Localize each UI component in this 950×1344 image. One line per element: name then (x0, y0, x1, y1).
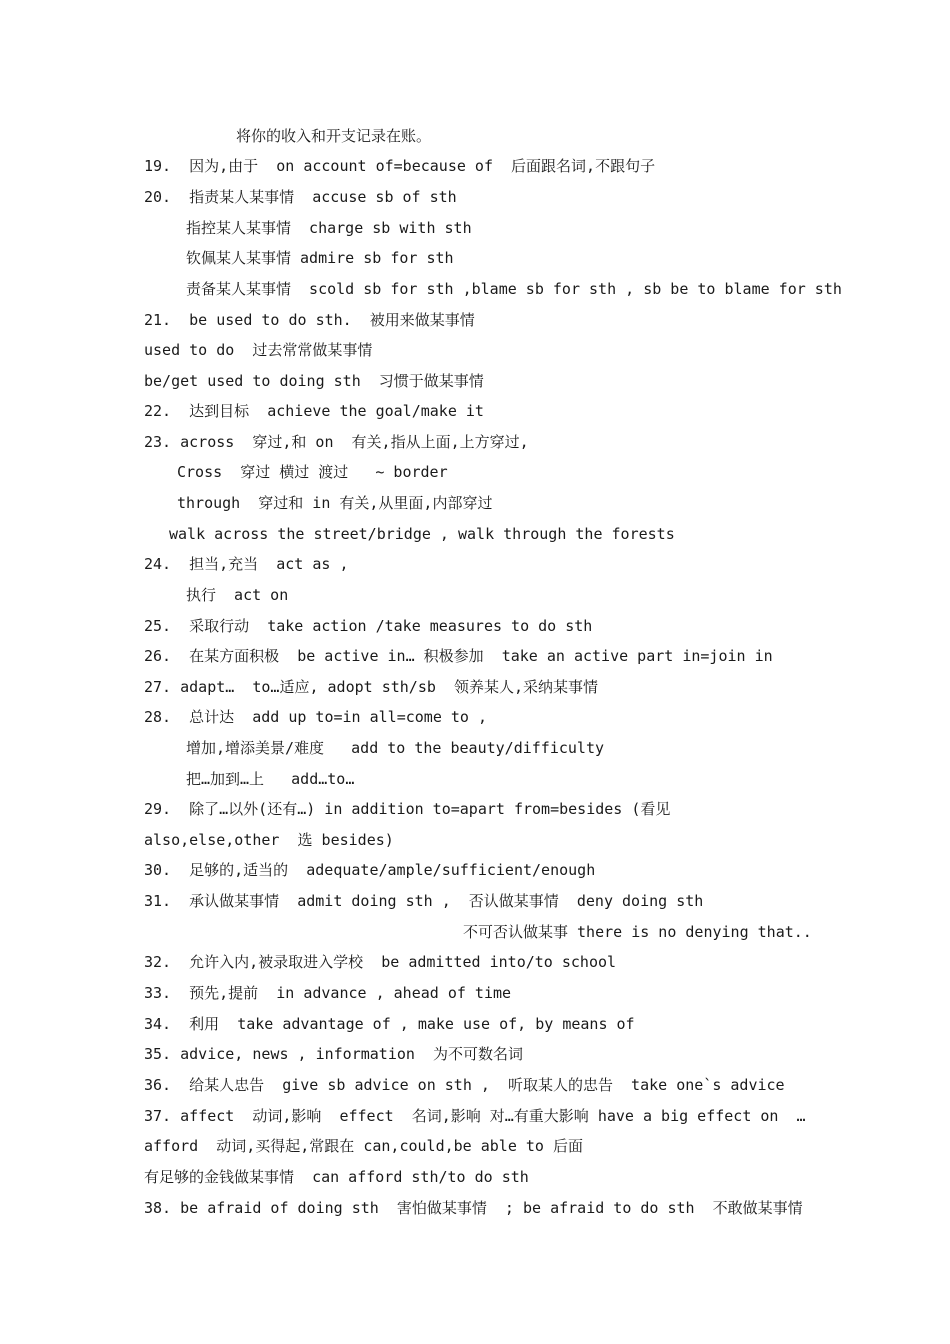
text-line: 25. 采取行动 take action /take measures to do sth (144, 617, 593, 635)
text-line: 31. 承认做某事情 admit doing sth , 否认做某事情 deny doing sth (144, 892, 704, 910)
text-line: 27. adapt… to…适应, adopt sth/sb 领养某人,采纳某事情 (144, 678, 598, 696)
text-line: 29. 除了…以外(还有…) in addition to=apart from=besides (看见 (144, 800, 671, 818)
text-line: be/get used to doing sth 习惯于做某事情 (144, 372, 484, 390)
text-line: 30. 足够的,适当的 adequate/ample/sufficient/enough (144, 861, 596, 879)
text-line: 37. affect 动词,影响 effect 名词,影响 对…有重大影响 have a big effect on … (144, 1107, 806, 1125)
text-line: also,else,other 选 besides) (144, 831, 394, 849)
text-line: 33. 预先,提前 in advance , ahead of time (144, 984, 512, 1002)
text-line: Cross 穿过 横过 渡过 ~ border (177, 463, 448, 481)
text-line: 不可否认做某事 there is no denying that.. (463, 923, 812, 941)
text-line: afford 动词,买得起,常跟在 can,could,be able to 后面 (144, 1137, 583, 1155)
text-line: 执行 act on (186, 586, 289, 604)
text-line: used to do 过去常常做某事情 (144, 341, 373, 359)
text-line: 20. 指责某人某事情 accuse sb of sth (144, 188, 457, 206)
text-line: 增加,增添美景/难度 add to the beauty/difficulty (186, 739, 605, 757)
text-line: 19. 因为,由于 on account of=because of 后面跟名词,不跟句子 (144, 157, 656, 175)
text-line: walk across the street/bridge , walk through the forests (169, 525, 675, 543)
text-line: 将你的收入和开支记录在账。 (236, 127, 432, 145)
text-line: 26. 在某方面积极 be active in… 积极参加 take an active part in=join in (144, 647, 773, 665)
text-line: 22. 达到目标 achieve the goal/make it (144, 402, 484, 420)
text-line: 把…加到…上 add…to… (186, 770, 355, 788)
text-line: 有足够的金钱做某事情 can afford sth/to do sth (144, 1168, 529, 1186)
text-line: 21. be used to do sth. 被用来做某事情 (144, 311, 475, 329)
text-line: 钦佩某人某事情 admire sb for sth (186, 249, 454, 267)
text-line: 32. 允许入内,被录取进入学校 be admitted into/to school (144, 953, 617, 971)
text-line: 23. across 穿过,和 on 有关,指从上面,上方穿过, (144, 433, 529, 451)
text-line: 34. 利用 take advantage of , make use of, by means of (144, 1015, 635, 1033)
text-line: 38. be afraid of doing sth 害怕做某事情 ; be afraid to do sth 不敢做某事情 (144, 1199, 803, 1217)
text-line: 35. advice, news , information 为不可数名词 (144, 1045, 523, 1063)
text-line: 指控某人某事情 charge sb with sth (186, 219, 472, 237)
text-line: through 穿过和 in 有关,从里面,内部穿过 (177, 494, 493, 512)
text-line: 责备某人某事情 scold sb for sth ,blame sb for sth , sb be to blame for sth (186, 280, 842, 298)
text-line: 28. 总计达 add up to=in all=come to , (144, 708, 488, 726)
text-line: 36. 给某人忠告 give sb advice on sth , 听取某人的忠告 take one`s advice (144, 1076, 785, 1094)
text-line: 24. 担当,充当 act as , (144, 555, 349, 573)
